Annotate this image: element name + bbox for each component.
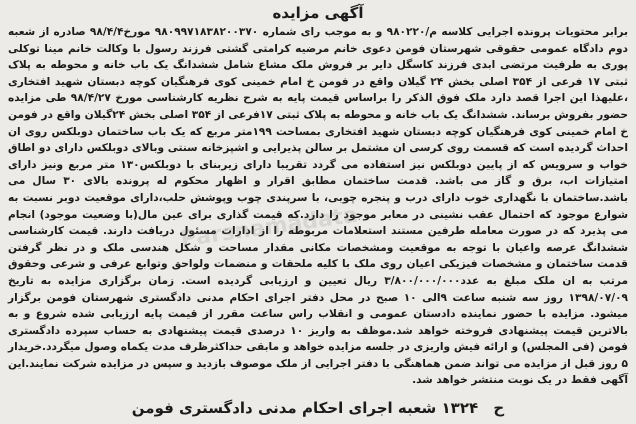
signature-text: ۱۳۲۴ شعبه اجرای احکام مدنی دادگستری فومن <box>131 399 479 417</box>
notice-signature-block <box>0 398 636 418</box>
signature-prefix: ح <box>493 399 505 417</box>
notice-title: آگهی مزایده <box>272 4 364 22</box>
notice-body: برابر محتویات پرونده اجرایی کلاسه م/۹۸۰۲۲۰ و به موجب رای شماره ۹۸۰۹۹۷۱۸۳۸۲۰۰۳۷۰ مورخ۹۸/۴/۴ صادره از شعبه دوم دادگاه عمومی حقوقی شهرستان فومن دعوی خانم مرضیه کرامتی گشتی فرزند رسول با وکالت خانم مینا توکلی پوری به طرفیت مرتضی ابدی فرزند کاسگل دایر بر فروش ملک مشاع شامل ششدانگ یک باب خانه و محوطه به پلاک ثبتی ۱۷ فرعی از ۳۵۴ اصلی بخش ۲۴ گیلان واقع در فومن خ امام خمینی کوی فرهنگیان کوچه دبستان شهید افتخاری ،علیهذا این اجرا قصد دارد ملک فوق الذکر را براساس قیمت پایه به شرح نظریه کارشناسی مورخ ۹۸/۴/۲۷ طی مزایده حضور بفروش برساند. ششدانگ یک باب خانه و محوطه به پلاک ثبتی ۱۷فرعی از ۳۵۴ اصلی بخش ۲۴گیلان واقع در فومن خ امام خمینی کوی فرهنگیان کوچه دبستان شهید افتخاری بمساحت ۱۹۹متر مربع که یک باب ساختمان دوبلکس روی ان احداث گردیده است که قسمت روی کرسی ان مشتمل بر سالن پذیرایی و اشپزخانه سنتی وبالای دوبلکس دارای دو اطاق خواب و سرویس که از پایین دوبلکس نیز استفاده می گردد تقریبا دارای زیربنای با دوبلکس۱۳۰ متر مربع ونیز دارای امتیازات اب، برق و گاز می باشد. قدمت ساختمان مطابق اقرار و اظهار محکوم له پرونده بالای ۳۰ سال می باشد.ساختمان با نگهداری خوب دارای درب و پنجره چوبی، با سرپندی چوب وپوشش حلب،دارای موقعیت دوبر نسبت به شوارع موجود که احتمال عقب نشینی در معابر موجود را دارد.که قیمت گذاری برای عین مال(با وضعیت موجود) انجام می پذیرد که در صورت معامله طرفین مستند استعلامات مربوطه را از ادارات مسئول دریافت دارند. قیمت کارشناسی ششدانگ عرصه واعیان با توجه به موقعیت ومشخصات مکانی مقدار مساحت و شکل هندسی ملک و در نظر گرفتن قدمت ساختمان و مشخصات فیزیکی اعیان روی ملک با کلیه ملحقات و منضمات ولواحق وتوابع عرفی و شرعی وحقوق مرتب به ان ملک مبلغ به عدد۳/۸۰۰/۰۰۰/۰۰۰ ریال تعیین و ارزیابی گردیده است. زمان برگزاری مزایده به تاریخ ۱۳۹۸/۰۷/۰۹ روز سه شنبه ساعت ۹الی ۱۰ صبح در محل دفتر اجرای احکام مدنی دادگستری شهرستان فومن برگزار میشود. مزایده با حضور نماینده دادستان عمومی و انقلاب راس ساعت مقرر از قیمت پایه ارزیابی شده شروع و به بالاترین قیمت پیشنهادی فروخته خواهد شد.موظف به واریز ۱۰ درصدی قیمت پیشنهادی به حساب سپرده دادگستری فومن (فی المجلس) و ارائه فیش واریزی در جلسه مزایده خواهد و مابقی حداکثرظرف مدت یکماه وصول میگردد.خریدار ۵ روز قبل از مزایده می تواند ضمن هماهنگی با دفتر اجرایی از ملک موصوف بازدید و سپس در مزایده شرکت نمایند.این آگهی فقط در یک نوبت منتشر خواهد شد. <box>8 26 629 387</box>
watermark: Parsnamadata <box>179 202 360 253</box>
